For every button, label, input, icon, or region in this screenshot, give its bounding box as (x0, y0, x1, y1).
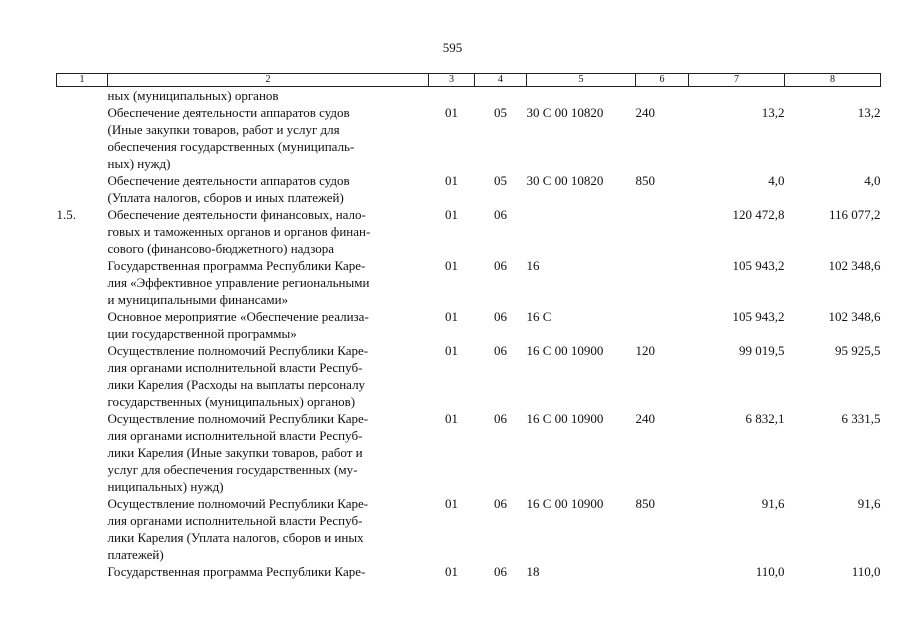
target-article-code: 16 С 00 10900 (526, 343, 604, 358)
section-code: 01 (445, 173, 458, 188)
expense-type-code: 240 (635, 411, 655, 426)
row-number (57, 257, 108, 308)
target-article-code: 30 С 00 10820 (526, 173, 604, 188)
section-code: 01 (445, 207, 458, 222)
section-code: 01 (445, 564, 458, 579)
table-row (57, 172, 881, 206)
row-name-line: лики Карелия (Уплата налогов, сборов и иных (107, 530, 364, 545)
row-number (57, 104, 108, 172)
amount-year-1: 99 019,5 (739, 343, 785, 358)
subsection-code: 05 (494, 105, 507, 120)
row-name (108, 342, 429, 410)
amount-year-1: 105 943,2 (732, 258, 785, 273)
target-article-code: 30 С 00 10820 (526, 105, 604, 120)
amount-year-2: 6 331,5 (841, 411, 881, 426)
expense-type-code (636, 308, 689, 342)
section-code (429, 87, 475, 105)
amount-year-2: 110,0 (851, 564, 881, 579)
row-number (57, 172, 108, 206)
row-number (57, 342, 108, 410)
row-name (108, 104, 429, 172)
amount-year-2: 102 348,6 (828, 258, 881, 273)
row-name-line: Обеспечение деятельности финансовых, нало- (107, 207, 366, 222)
row-name (108, 87, 429, 105)
column-header: 5 (527, 74, 636, 87)
amount-year-2: 91,6 (857, 496, 881, 511)
column-header: 2 (108, 74, 429, 87)
table-row (57, 342, 881, 410)
target-article-code: 16 С 00 10900 (526, 496, 604, 511)
amount-year-1: 91,6 (761, 496, 785, 511)
row-name-line: Обеспечение деятельности аппаратов судов (107, 173, 350, 188)
row-name-line: обеспечения государственных (муниципаль- (107, 139, 355, 154)
column-header: 3 (429, 74, 475, 87)
row-name-line: лики Карелия (Расходы на выплаты персоналу (107, 377, 366, 392)
column-header: 1 (57, 74, 108, 87)
target-article-code: 16 С (526, 309, 552, 324)
page-number: 595 (442, 40, 463, 55)
table-row (57, 104, 881, 172)
row-name (108, 172, 429, 206)
section-code: 01 (445, 309, 458, 324)
row-name-line: сового (финансово-бюджетного) надзора (107, 241, 335, 256)
row-name (108, 257, 429, 308)
row-name-line: ниципальных) нужд) (107, 479, 224, 494)
row-name (108, 495, 429, 563)
amount-year-1: 105 943,2 (732, 309, 785, 324)
budget-table (56, 73, 881, 580)
row-name-line: (Иные закупки товаров, работ и услуг для (107, 122, 340, 137)
column-header: 7 (689, 74, 785, 87)
amount-year-1: 6 832,1 (745, 411, 785, 426)
expense-type-code (636, 563, 689, 580)
section-code: 01 (445, 411, 458, 426)
expense-type-code: 120 (635, 343, 655, 358)
subsection-code: 05 (494, 173, 507, 188)
row-name-line: Государственная программа Республики Каре- (107, 564, 366, 579)
row-name-line: Осуществление полномочий Республики Каре- (107, 496, 369, 511)
target-article-code: 18 (526, 564, 540, 579)
section-code: 01 (445, 105, 458, 120)
amount-year-1 (689, 87, 785, 105)
amount-year-2: 116 077,2 (828, 207, 881, 222)
target-article-code: 16 (526, 258, 540, 273)
row-name-line: Основное мероприятие «Обеспечение реализа- (107, 309, 369, 324)
row-name-line: Осуществление полномочий Республики Каре- (107, 411, 369, 426)
expense-type-code (636, 257, 689, 308)
table-row (57, 308, 881, 342)
amount-year-2 (785, 87, 881, 105)
row-name-line: и муниципальными финансами» (107, 292, 289, 307)
amount-year-2: 13,2 (857, 105, 881, 120)
row-name-line: лики Карелия (Иные закупки товаров, работ и (107, 445, 363, 460)
row-name (108, 563, 429, 580)
expense-type-code: 240 (635, 105, 655, 120)
table-row (57, 206, 881, 257)
row-name-line: говых и таможенных органов и органов финан- (107, 224, 371, 239)
row-name-line: платежей) (107, 547, 164, 562)
row-name-line: Осуществление полномочий Республики Каре- (107, 343, 369, 358)
row-number (57, 495, 108, 563)
expense-type-code (636, 87, 689, 105)
expense-type-code (636, 206, 689, 257)
subsection-code: 06 (494, 564, 507, 579)
column-header: 4 (475, 74, 527, 87)
expense-type-code: 850 (635, 173, 655, 188)
subsection-code: 06 (494, 496, 507, 511)
row-number (57, 87, 108, 105)
row-name-line: лия органами исполнительной власти Респуб- (107, 428, 363, 443)
table-row (57, 87, 881, 105)
table-row (57, 495, 881, 563)
row-name-line: ных) нужд) (107, 156, 171, 171)
section-code: 01 (445, 496, 458, 511)
row-name-line: Обеспечение деятельности аппаратов судов (107, 105, 350, 120)
amount-year-2: 102 348,6 (828, 309, 881, 324)
target-article-code (527, 87, 636, 105)
budget-table-body (57, 87, 881, 581)
table-row (57, 410, 881, 495)
subsection-code: 06 (494, 309, 507, 324)
row-number (57, 563, 108, 580)
row-name-line: лия органами исполнительной власти Респуб- (107, 360, 363, 375)
section-code: 01 (445, 343, 458, 358)
section-code: 01 (445, 258, 458, 273)
subsection-code: 06 (494, 258, 507, 273)
row-name-line: лия «Эффективное управление региональными (107, 275, 370, 290)
amount-year-1: 13,2 (761, 105, 785, 120)
amount-year-2: 95 925,5 (835, 343, 881, 358)
row-number (57, 308, 108, 342)
amount-year-1: 4,0 (768, 173, 785, 188)
expense-type-code: 850 (635, 496, 655, 511)
subsection-code: 06 (494, 207, 507, 222)
row-number (57, 410, 108, 495)
row-name-line: ных (муниципальных) органов (107, 88, 279, 103)
amount-year-1: 120 472,8 (732, 207, 785, 222)
row-name-line: услуг для обеспечения государственных (му- (107, 462, 358, 477)
row-name-line: государственных (муниципальных) органов) (107, 394, 356, 409)
subsection-code (475, 87, 527, 105)
target-article-code: 16 С 00 10900 (526, 411, 604, 426)
column-header: 8 (785, 74, 881, 87)
row-name (108, 206, 429, 257)
amount-year-1: 110,0 (755, 564, 785, 579)
column-number-header-row (57, 74, 881, 87)
subsection-code: 06 (494, 411, 507, 426)
row-name-line: ции государственной программы» (107, 326, 297, 341)
target-article-code (527, 206, 636, 257)
row-name-line: Государственная программа Республики Каре- (107, 258, 366, 273)
table-row (57, 563, 881, 580)
column-header: 6 (636, 74, 689, 87)
row-name (108, 308, 429, 342)
table-row (57, 257, 881, 308)
row-number: 1.5. (56, 207, 76, 222)
amount-year-2: 4,0 (864, 173, 881, 188)
row-name (108, 410, 429, 495)
row-name-line: лия органами исполнительной власти Респуб- (107, 513, 363, 528)
subsection-code: 06 (494, 343, 507, 358)
row-name-line: (Уплата налогов, сборов и иных платежей) (107, 190, 344, 205)
